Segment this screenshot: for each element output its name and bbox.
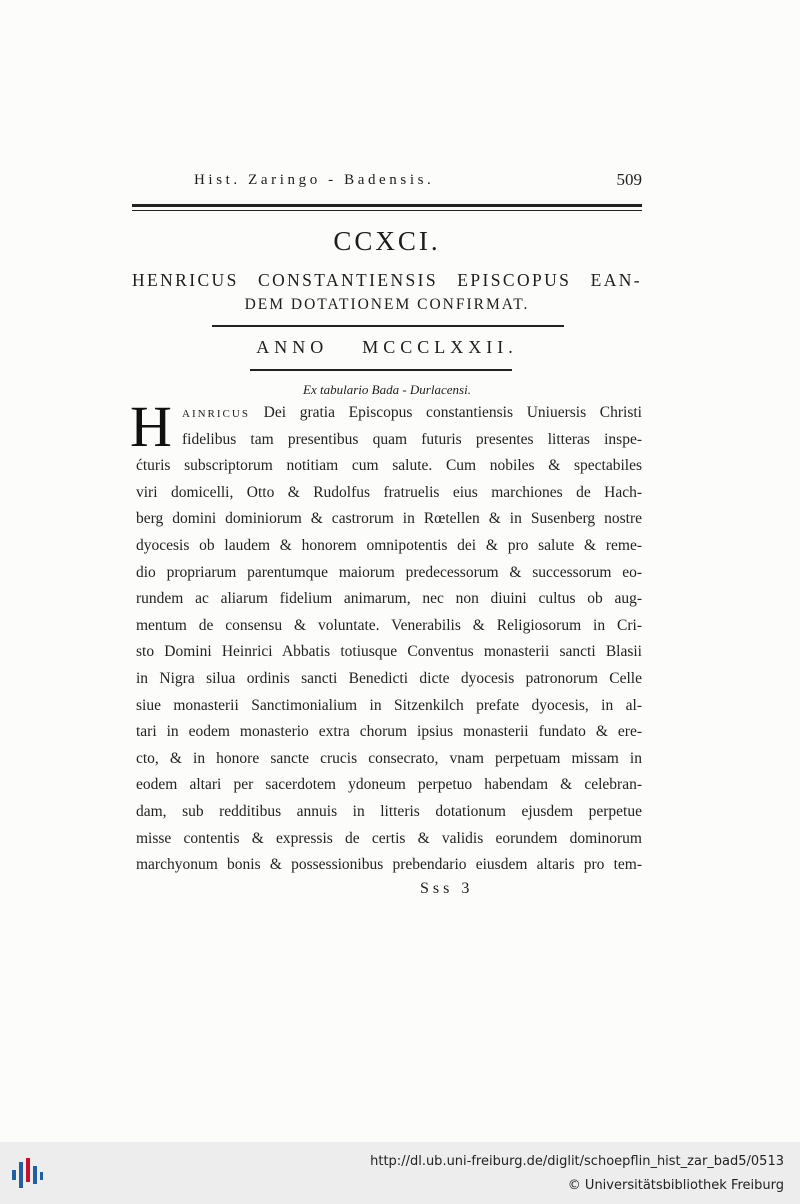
body-line: fidelibus tam presentibus quam futuris presentes litteras inspe- xyxy=(182,430,642,448)
year-value: MCCCLXXII. xyxy=(362,337,518,357)
body-line: dio propriarum parentumque maiorum predecessorum & successorum eo- xyxy=(136,563,642,581)
heading-line-2: DEM DOTATIONEM CONFIRMAT. xyxy=(244,296,530,313)
running-head-title: Hist. Zaringo - Badensis. xyxy=(194,172,435,188)
header-rule-thin xyxy=(132,210,642,211)
viewer-footer xyxy=(0,1142,800,1204)
body-line: in Nigra silua ordinis sancti Benedicti dicte dyocesis patronorum Celle xyxy=(136,669,642,687)
permalink-url[interactable]: http://dl.ub.uni-freiburg.de/diglit/schoepflin_hist_zar_bad5/0513 xyxy=(370,1154,784,1169)
body-line: eodem altari per sacerdotem ydoneum perpetuo habendam & celebran- xyxy=(136,776,642,794)
source-note: Ex tabulario Bada - Durlacensi. xyxy=(303,382,471,397)
body-line: ainricus Dei gratia Episcopus constantiensis Uniuersis Christi xyxy=(136,400,642,427)
body-line: sto Domini Heinrici Abbatis totiusque Conventus monasterii sancti Blasii xyxy=(136,643,642,661)
body-line: berg domini dominiorum & castrorum in Rœtellen & in Susenberg nostre xyxy=(136,510,642,528)
drop-cap: H xyxy=(130,394,172,459)
body-line: mentum de consensu & voluntate. Venerabilis & Religiosorum in Cri- xyxy=(136,616,642,634)
document-number: CCXCI. xyxy=(333,226,441,256)
body-line: dam, sub redditibus annuis in litteris dotationum ejusdem perpetue xyxy=(136,802,642,820)
first-word: ainricus xyxy=(182,404,250,421)
year-line xyxy=(132,337,642,358)
ub-freiburg-logo-icon xyxy=(10,1156,44,1192)
body-line: ćturis subscriptorum notitiam cum salute. Cum nobiles & spectabiles xyxy=(136,457,642,475)
body-line: dyocesis ob laudem & honorem omnipotentis dei & pro salute & reme- xyxy=(136,536,642,554)
body-text xyxy=(130,394,642,879)
body-line: marchyonum bonis & possessionibus prebendario eiusdem altaris pro tem- xyxy=(136,856,642,874)
year-rule xyxy=(250,369,512,371)
year-label: ANNO xyxy=(256,337,329,357)
page-number: 509 xyxy=(616,170,642,189)
copyright-notice: © Universitätsbibliothek Freiburg xyxy=(567,1178,784,1193)
heading-rule xyxy=(212,325,564,327)
signature-mark: Sss 3 xyxy=(420,880,474,897)
body-line: siue monasterii Sanctimonialium in Sitzenkilch prefate dyocesis, in al- xyxy=(136,696,642,714)
body-line: misse contentis & expressis de certis & validis eorundem dominorum xyxy=(136,829,642,847)
body-line: rundem ac aliarum fidelium animarum, nec non diuini cultus ob aug- xyxy=(136,590,642,608)
heading-line-1: HENRICUS CONSTANTIENSIS EPISCOPUS EAN- xyxy=(132,270,642,290)
body-line: cto, & in honore sancte crucis consecrato, vnam perpetuam missam in xyxy=(136,749,642,767)
running-head xyxy=(132,170,642,196)
header-rule-thick xyxy=(132,204,642,207)
body-line: tari in eodem monasterio extra chorum ipsius monasterii fundato & ere- xyxy=(136,723,642,741)
body-line: viri domicelli, Otto & Rudolfus fratruelis eius marchiones de Hach- xyxy=(136,483,642,501)
